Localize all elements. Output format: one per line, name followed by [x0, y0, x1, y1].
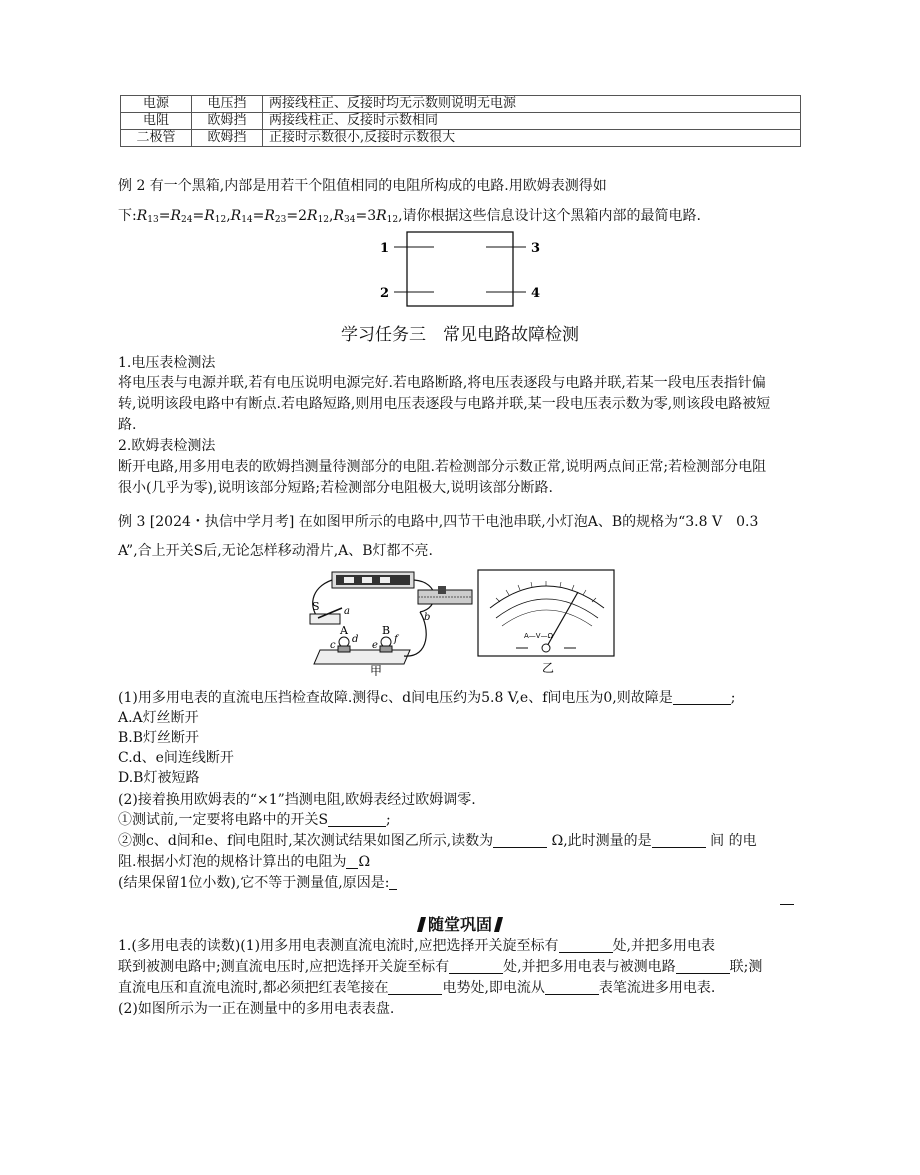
table-cell: 欧姆挡: [192, 113, 263, 130]
method2-line: 很小(几乎为零),说明该部分短路;若检测部分电阻极大,说明该部分断路.: [118, 480, 553, 496]
label-s: S: [312, 600, 320, 613]
option-c: C.d、e间连线断开: [118, 750, 234, 766]
table-row: [121, 130, 801, 147]
answer-blank[interactable]: [328, 812, 386, 827]
answer-blank[interactable]: [673, 690, 731, 705]
bracket-mark: [417, 917, 426, 932]
method2-title: 2.欧姆表检测法: [118, 438, 216, 454]
question-2-3: 阻.根据小灯泡的规格计算出的电阻为 Ω: [118, 854, 371, 870]
question-2: (2)接着换用欧姆表的“×1”挡测电阻,欧姆表经过欧姆调零.: [118, 792, 476, 808]
table-cell: 电阻: [121, 113, 192, 130]
multimeter-dial-figure: [476, 568, 616, 678]
meter-dial-label: A—V—Ω: [524, 632, 553, 640]
question-2-1: ①测试前,一定要将电路中的开关S ;: [118, 812, 391, 828]
detection-table: [120, 95, 801, 147]
bracket-mark: [494, 917, 503, 932]
terminal-4-label: 4: [531, 286, 541, 301]
question-2-4: (结果保留1位小数),它不等于测量值,原因是:: [118, 873, 397, 893]
method1-line: 路.: [118, 417, 137, 433]
table-row: [121, 113, 801, 130]
consolidation-q1-line2: 联到被测电路中;测直流电压时,应把选择开关旋至标有 处,并把多用电表与被测电路 联;测: [118, 959, 763, 975]
table-cell: 电压挡: [192, 96, 263, 113]
answer-blank[interactable]: [493, 833, 547, 848]
answer-blank[interactable]: [388, 980, 442, 995]
answer-blank[interactable]: [559, 938, 613, 953]
table-cell: 正接时示数很小,反接时示数很大: [263, 130, 801, 147]
answer-blank[interactable]: [652, 833, 706, 848]
example3-line2: A”,合上开关S后,无论怎样移动滑片,A、B灯都不亮.: [118, 543, 433, 559]
label-e: e: [372, 640, 378, 651]
answer-blank[interactable]: [545, 980, 599, 995]
terminal-2-label: 2: [380, 286, 390, 301]
answer-blank[interactable]: [389, 875, 397, 890]
table-cell: 欧姆挡: [192, 130, 263, 147]
terminal-3-label: 3: [531, 241, 541, 256]
answer-blank-continuation[interactable]: [780, 904, 794, 905]
method1-line: 转,说明该段电路中有断点.若电路短路,则用电压表逐段与电路并联,某一段电压表示数为零,则该段电路被短: [118, 396, 771, 412]
figure-jia-label: 甲: [370, 664, 383, 676]
label-c: c: [330, 640, 336, 651]
answer-blank[interactable]: [449, 959, 503, 974]
table-row: [121, 96, 801, 113]
section-title: 学习任务三 常见电路故障检测: [341, 325, 579, 345]
label-lamp-b: B: [382, 624, 391, 637]
table-cell: 电源: [121, 96, 192, 113]
example2-line2: 下$:R_{13}=R_{24}=R_{12},R_{14}=R_{23}=2R_{12},R_{34}=3R_{12}$,请你根据这些信息设计这个黑箱内部的最简电路.: [118, 208, 702, 225]
figure-yi-label: 乙: [542, 661, 555, 675]
label-lamp-a: A: [340, 624, 348, 637]
consolidation-q1-line1: 1.(多用电表的读数)(1)用多用电表测直流电流时,应把选择开关旋至标有 处,并把多用电表: [118, 938, 716, 954]
answer-blank[interactable]: [676, 959, 730, 974]
example3-line1: 例 3 [2024・执信中学月考] 在如图甲所示的电路中,四节干电池串联,小灯泡A、B的规格为“3.8 V 0.3: [118, 514, 759, 530]
black-box-diagram: [370, 228, 550, 312]
question-1: (1)用多用电表的直流电压挡检查故障.测得c、d间电压约为5.8 V,e、f间电压为0,则故障是 ;: [118, 690, 736, 706]
method1-line: 将电压表与电源并联,若有电压说明电源完好.若电路断路,将电压表逐段与电路并联,若某一段电压表指针偏: [118, 375, 766, 391]
method2-line: 断开电路,用多用电表的欧姆挡测量待测部分的电阻.若检测部分示数正常,说明两点间正常;若检测部分电阻: [118, 459, 767, 475]
method1-title: 1.电压表检测法: [118, 355, 216, 371]
answer-blank[interactable]: [346, 854, 358, 869]
label-b: b: [424, 612, 431, 623]
consolidation-title: 随堂巩固: [0, 912, 920, 935]
label-a: a: [344, 606, 350, 617]
consolidation-q1-line3: 直流电压和直流电流时,都必须把红表笔接在 电势处,即电流从 表笔流进多用电表.: [118, 980, 716, 996]
example2-line1: 例 2 有一个黑箱,内部是用若干个阻值相同的电阻所构成的电路.用欧姆表测得如: [118, 178, 607, 194]
label-d: d: [352, 634, 359, 645]
table-cell: 两接线柱正、反接时示数相同: [263, 113, 801, 130]
circuit-figure: [300, 568, 480, 676]
option-d: D.B灯被短路: [118, 770, 200, 786]
option-b: B.B灯丝断开: [118, 730, 200, 746]
consolidation-q2: (2)如图所示为一正在测量中的多用电表表盘.: [118, 1001, 395, 1017]
table-cell: 二极管: [121, 130, 192, 147]
question-2-2: ②测c、d间和e、f间电阻时,某次测试结果如图乙所示,读数为 Ω,此时测量的是 间 的电: [118, 833, 757, 849]
table-cell: 两接线柱正、反接时均无示数则说明无电源: [263, 96, 801, 113]
option-a: A.A灯丝断开: [118, 710, 199, 726]
terminal-1-label: 1: [380, 241, 390, 256]
label-f: f: [394, 634, 398, 645]
